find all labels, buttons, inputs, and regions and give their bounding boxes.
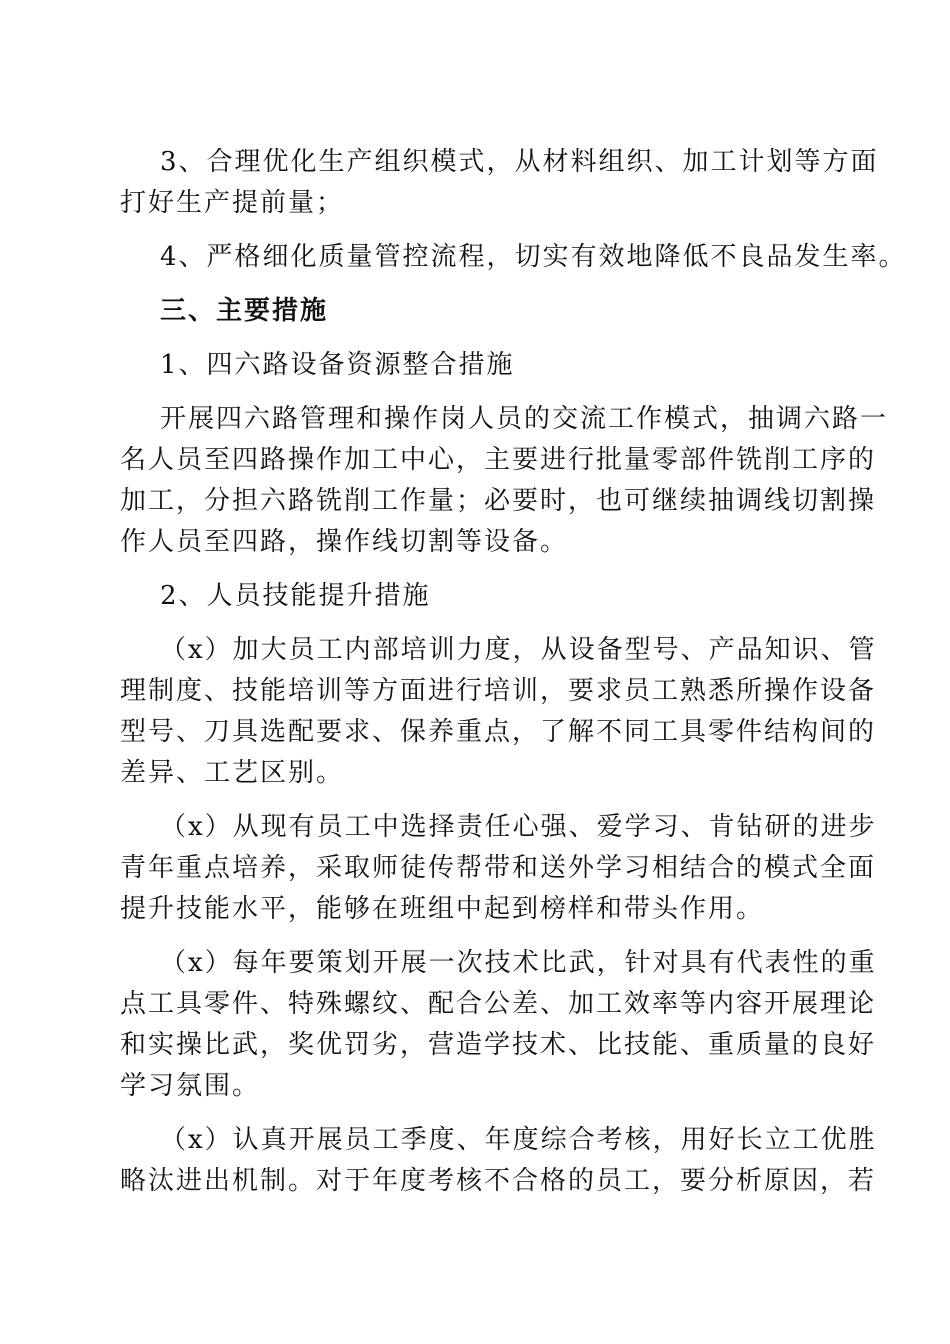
paragraph-training: [120, 630, 877, 794]
text-line: （x）认真开展员工季度、年度综合考核，用好长立工优胜: [160, 1125, 877, 1155]
paragraph-competition: [120, 943, 877, 1107]
paragraph-youth: [120, 807, 877, 930]
section-heading: [120, 291, 824, 332]
text-line: 名人员至四路操作加工中心，主要进行批量零部件铣削工序的: [120, 445, 877, 475]
text-line: 3、合理优化生产组织模式，从材料组织、加工计划等方面: [160, 147, 879, 177]
text-line: （x）每年要策划开展一次技术比武，针对具有代表性的重: [160, 948, 877, 978]
document-page: [120, 142, 907, 1202]
text-line: 提升技能水平，能够在班组中起到榜样和带头作用。: [120, 894, 765, 924]
heading-line: 三、主要措施: [160, 296, 329, 326]
text-line: 打好生产提前量；: [120, 188, 345, 218]
text-line: 4、严格细化质量管控流程，切实有效地降低不良品发生率。: [160, 242, 907, 272]
paragraph-assessment: [120, 1120, 877, 1202]
text-line: 和实操比武，奖优罚劣，营造学技术、比技能、重质量的良好: [120, 1030, 877, 1060]
text-line: 作人员至四路，操作线切割等设备。: [120, 527, 569, 557]
text-line: 加工，分担六路铣削工作量；必要时，也可继续抽调线切割操: [120, 486, 877, 516]
text-line: 理制度、技能培训等方面进行培训，要求员工熟悉所操作设备: [120, 676, 877, 706]
text-line: 青年重点培养，采取师徒传帮带和送外学习相结合的模式全面: [120, 853, 877, 883]
subheading-2: [120, 576, 824, 617]
text-line: 学习氛围。: [120, 1071, 261, 1101]
paragraph-equipment: [120, 399, 889, 563]
paragraph-3: [120, 142, 879, 224]
paragraph-4: [120, 237, 907, 278]
text-line: （x）从现有员工中选择责任心强、爱学习、肯钻研的进步: [160, 812, 877, 842]
text-line: 型号、刀具选配要求、保养重点，了解不同工具零件结构间的: [120, 717, 877, 747]
text-line: 点工具零件、特殊螺纹、配合公差、加工效率等内容开展理论: [120, 989, 877, 1019]
text-line: （x）加大员工内部培训力度，从设备型号、产品知识、管: [160, 635, 877, 665]
text-line: 略汰进出机制。对于年度考核不合格的员工，要分析原因，若: [120, 1166, 877, 1196]
text-line: 开展四六路管理和操作岗人员的交流工作模式，抽调六路一: [160, 404, 889, 434]
text-line: 1、四六路设备资源整合措施: [160, 350, 515, 380]
subheading-1: [120, 345, 824, 386]
text-line: 差异、工艺区别。: [120, 758, 345, 788]
text-line: 2、人员技能提升措施: [160, 581, 431, 611]
